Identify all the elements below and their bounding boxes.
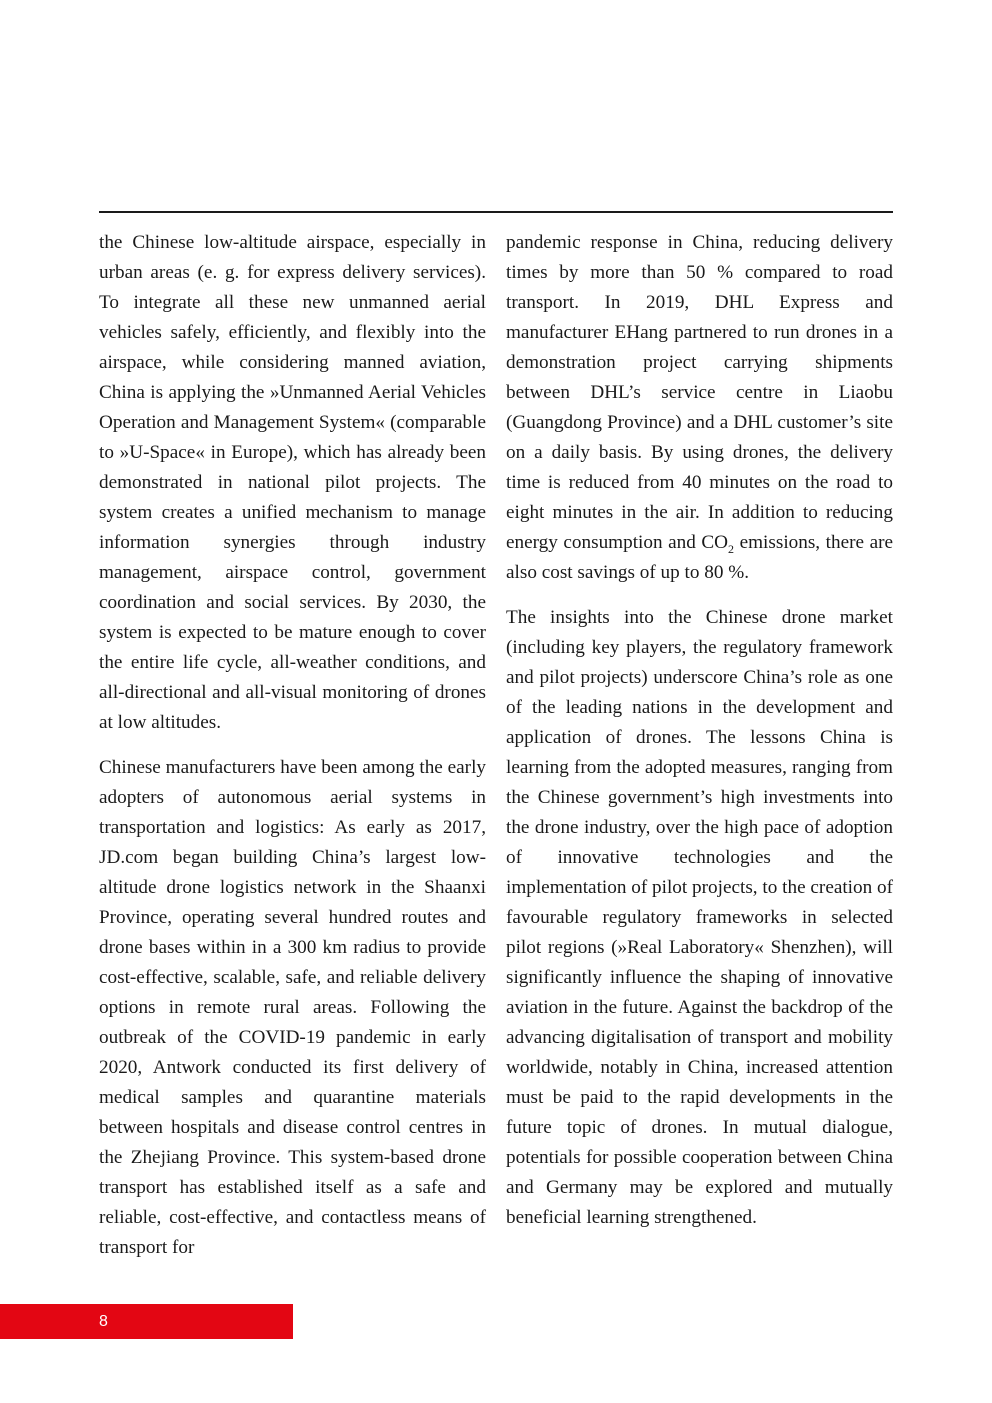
left-paragraph-1: the Chinese low-altitude airspace, especially in urban areas (e. g. for express delivery services). To integrate all these new unmanned aerial vehicles safely, efficiently, and flexibly into the airspace, while considering manned aviation, China is applying the »Unmanned Aerial Vehicles Operation and Management System« (comparable to »U-Space« in Europe), which has already been demonstrated in national pilot projects. The system creates a unified mechanism to manage information synergies through industry management, airspace control, government coordination and social services. By 2030, the system is expected to be mature enough to cover the entire life cycle, all-weather conditions, and all-directional and all-visual monitoring of drones at low altitudes. [99,232,486,733]
header-rule [99,211,893,213]
left-column [99,228,486,1263]
footer-accent-bar [0,1304,293,1339]
right-paragraph-2: The insights into the Chinese drone market (including key players, the regulatory framework and pilot projects) underscore China’s role as one of the leading nations in the development and application of drones. The lessons China is learning from the adopted measures, ranging from the Chinese government’s high investments into the drone industry, over the high pace of adoption of innovative technologies and the implementation of pilot projects, to the creation of favourable regulatory frameworks in selected pilot regions (»Real Laboratory« Shenzhen), will significantly influence the shaping of innovative aviation in the future. Against the backdrop of the advancing digitalisation of transport and mobility worldwide, notably in China, increased attention must be paid to the rapid developments in the future topic of drones. In mutual dialogue, potentials for possible cooperation between China and Germany may be explored and mutually beneficial learning strengthened. [506,607,893,1228]
page-number: 8 [99,1313,108,1330]
left-paragraph-2: Chinese manufacturers have been among the early adopters of autonomous aerial systems in transportation and logistics: As early as 2017, JD.com began building China’s largest low-altitude drone logistics network in the Shaanxi Province, operating several hundred routes and drone bases within in a 300 km radius to provide cost-effective, scalable, safe, and reliable delivery options in remote rural areas. Following the outbreak of the COVID-19 pandemic in early 2020, Antwork conducted its first delivery of medical samples and quarantine materials between hospitals and disease control centres in the Zhejiang Province. This system-based drone transport has established itself as a safe and reliable, cost-effective, and contactless means of transport for [99,757,486,1258]
co2-subscript: 2 [728,542,735,556]
right-paragraph-1-text: pandemic response in China, reducing delivery times by more than 50 % compared to road transport. In 2019, DHL Express and manufacturer EHang partnered to run drones in a demonstration project carrying shipments between DHL’s service centre in Liaobu (Guangdong Province) and a DHL customer’s site on a daily basis. By using drones, the delivery time is reduced from 40 minutes on the road to eight minutes in the air. In addition to reducing energy consumption and CO [506,232,893,553]
right-paragraph-1-text-end: emissions, there are also cost savings of up to 80 %. [506,532,893,583]
right-paragraph-1 [506,228,893,588]
right-column [506,228,893,1233]
